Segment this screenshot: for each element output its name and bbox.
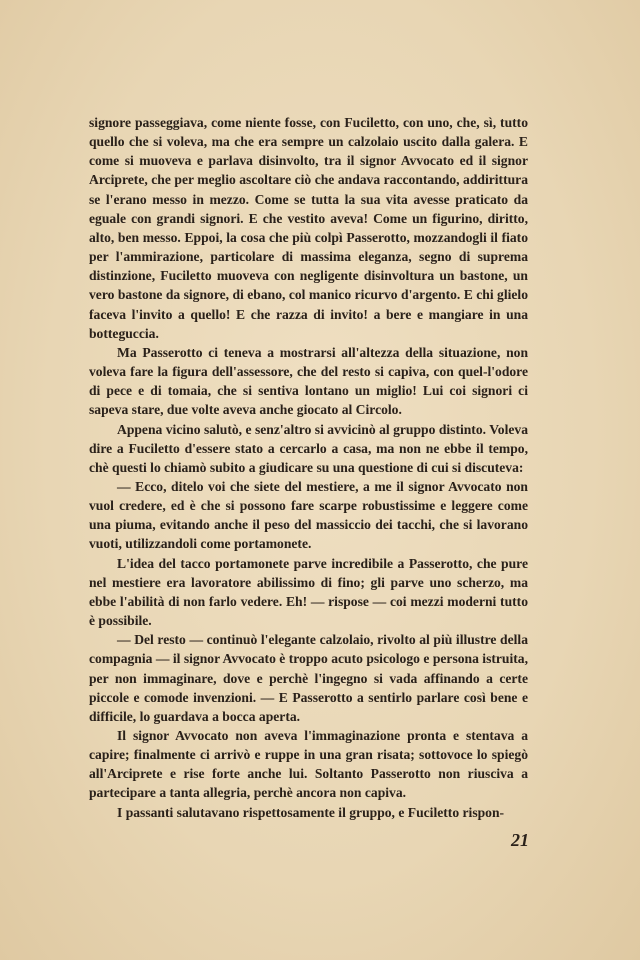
- paragraph-3: Appena vicino salutò, e senz'altro si avvicinò al gruppo distinto. Voleva dire a Fuciletto d'essere stato a cercarlo a casa, ma non ne ebbe il tempo, chè questi lo chiamò subito a giudicare su una questione di cui si discuteva:: [89, 421, 528, 475]
- paragraph-5: L'idea del tacco portamonete parve incredibile a Passerotto, che pure nel mestiere era lavoratore abilissimo di fino; gli parve uno scherzo, ma ebbe l'abilità di non farlo vedere. Eh! — rispose — coi mezzi moderni tutto è possibile.: [89, 555, 528, 629]
- paragraph-8: I passanti salutavano rispettosamente il gruppo, e Fuciletto rispon-: [117, 804, 505, 820]
- paragraph-4: — Ecco, ditelo voi che siete del mestiere, a me il signor Avvocato non vuol credere, ed è che si possono fare scarpe robustissime e leggere come una piuma, evitando anche il peso del massiccio dei tacchi, che si lavorano vuoti, utilizzandoli come portamonete.: [89, 478, 528, 552]
- paragraph-6: — Del resto — continuò l'elegante calzolaio, rivolto al più illustre della compagnia — il signor Avvocato è troppo acuto psicologo e persona istruita, per non immaginare, dove e perchè l'ingegno si vada affinando a certe piccole e comode invenzioni. — E Passerotto a sentirlo parlare così bene e difficile, lo guardava a bocca aperta.: [89, 632, 528, 724]
- paragraph-7: Il signor Avvocato non aveva l'immaginazione pronta e stentava a capire; finalmente ci arrivò e ruppe in una gran risata; sottovoce lo spiegò all'Arciprete e rise forte anche lui. Soltanto Passerotto non riusciva a partecipare a tanta allegria, perchè ancora non capiva.: [89, 728, 528, 801]
- paragraph-2: Ma Passerotto ci teneva a mostrarsi all'altezza della situazione, non voleva fare la figura dell'assessore, che del resto si capiva, con quel-l'odore di pece e di tomaia, che si sentiva lontano un miglio! Lui coi signori ci sapeva stare, due volte aveva anche giocato al Circolo.: [89, 344, 528, 418]
- body-text: [89, 113, 528, 822]
- page-number: 21: [511, 830, 529, 850]
- paragraph-1: signore passeggiava, come niente fosse, con Fuciletto, con uno, che, sì, tutto quello che si voleva, ma che era sempre un calzolaio uscito dalla galera. E come si muoveva e parlava disinvolto, tra il signor Avvocato ed il signor Arciprete, che per meglio ascoltare ciò che andava raccontando, addirittura se l'erano messo in mezzo. Come se tutta la sua vita avesse praticato da eguale con grandi signori. E che vestito aveva! Come un figurino, diritto, alto, ben messo. Eppoi, la cosa che più colpì Passerotto, mozzandogli il fiato per l'ammirazione, particolare di massima eleganza, segno di suprema distinzione, Fuciletto muoveva con negligente disinvoltura un bastone, un vero bastone da signore, di ebano, col manico ricurvo d'argento. E chi glielo faceva l'invito a quello! E che razza di invito! a bere e mangiare in una botteguccia.: [89, 115, 528, 341]
